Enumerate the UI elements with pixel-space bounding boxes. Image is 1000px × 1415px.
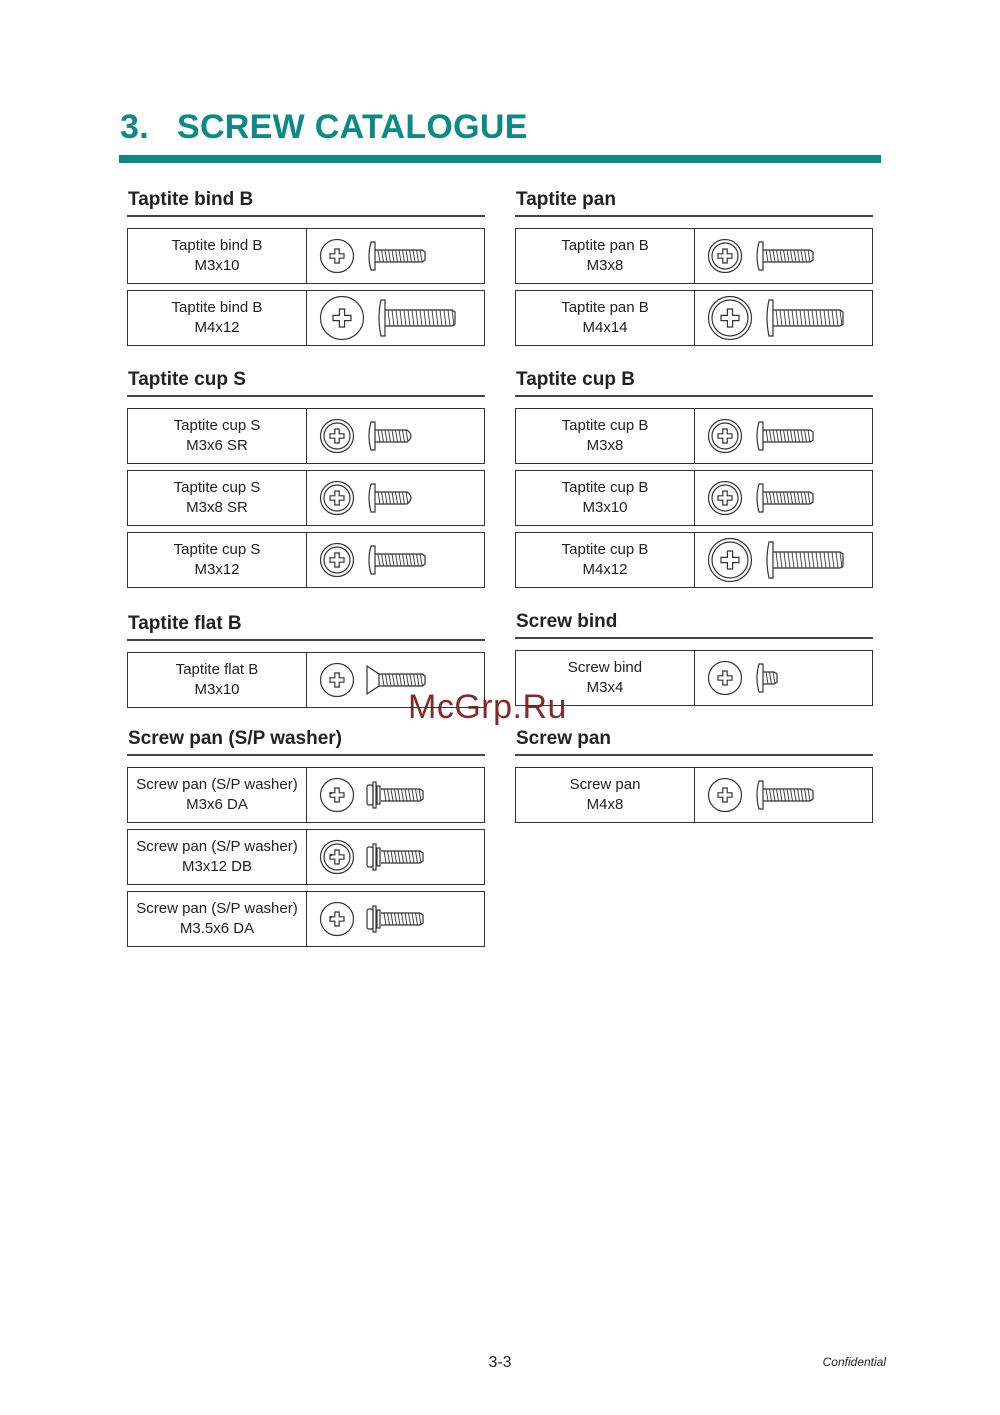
screw-head-icon xyxy=(319,480,355,516)
screw-name: Screw pan (S/P washer) xyxy=(136,900,298,917)
screw-row xyxy=(127,408,485,464)
screw-list xyxy=(515,767,873,823)
screw-drawing xyxy=(307,229,484,283)
screw-head-icon xyxy=(319,901,355,937)
screw-name-cell xyxy=(128,471,307,525)
screw-drawing xyxy=(695,533,872,587)
screw-name: Screw pan (S/P washer) xyxy=(136,776,298,793)
screw-head-icon xyxy=(707,660,743,696)
screw-drawing xyxy=(307,471,484,525)
section-heading: Screw pan (S/P washer) xyxy=(127,728,485,756)
title-text: SCREW CATALOGUE xyxy=(176,108,528,146)
screw-row xyxy=(515,532,873,588)
screw-name-cell xyxy=(516,409,695,463)
screw-drawing xyxy=(307,291,484,345)
screw-list xyxy=(127,408,485,588)
screw-drawing xyxy=(695,229,872,283)
screw-name: Screw bind xyxy=(567,659,643,676)
screw-side-icon xyxy=(753,775,817,815)
screw-name-cell xyxy=(128,830,307,884)
section-heading: Taptite bind B xyxy=(127,189,485,217)
section-taptite-cup-b xyxy=(515,369,873,594)
screw-row xyxy=(127,829,485,885)
screw-head-icon xyxy=(707,295,753,341)
screw-row xyxy=(515,290,873,346)
screw-name-cell xyxy=(516,768,695,822)
screw-name: Taptite pan B xyxy=(561,299,649,316)
screw-name: Taptite bind B xyxy=(171,237,263,254)
screw-name-cell xyxy=(128,533,307,587)
section-number: 3. xyxy=(120,108,149,146)
screw-drawing xyxy=(307,409,484,463)
screw-list xyxy=(127,228,485,346)
watermark: McGrp.Ru xyxy=(408,688,567,726)
screw-side-icon xyxy=(753,478,817,518)
screw-name: Screw pan xyxy=(569,776,641,793)
screw-drawing xyxy=(307,768,484,822)
screw-drawing xyxy=(695,471,872,525)
screw-name-cell xyxy=(516,533,695,587)
screw-drawing xyxy=(695,409,872,463)
screw-row xyxy=(127,767,485,823)
screw-side-icon xyxy=(365,540,429,580)
screw-drawing xyxy=(307,892,484,946)
section-screw-pan xyxy=(515,728,873,829)
screw-size: M3x12 xyxy=(194,561,240,578)
screw-side-icon xyxy=(763,293,847,343)
screw-name-cell xyxy=(516,229,695,283)
screw-name-cell xyxy=(516,291,695,345)
screw-row xyxy=(127,470,485,526)
screw-side-icon xyxy=(365,416,429,456)
screw-name-cell xyxy=(128,409,307,463)
section-heading: Screw bind xyxy=(515,611,873,639)
screw-drawing xyxy=(695,651,872,705)
screw-name-cell xyxy=(128,768,307,822)
screw-name: Taptite cup B xyxy=(561,541,649,558)
screw-size: M3x6 SR xyxy=(186,437,248,454)
screw-head-icon xyxy=(707,777,743,813)
screw-head-icon xyxy=(319,542,355,578)
screw-row xyxy=(515,228,873,284)
screw-row xyxy=(127,532,485,588)
screw-size: M4x12 xyxy=(582,561,628,578)
screw-side-icon xyxy=(365,837,429,877)
confidential-label: Confidential xyxy=(822,1355,886,1369)
section-taptite-cup-s xyxy=(127,369,485,594)
screw-side-icon xyxy=(763,535,847,585)
screw-head-icon xyxy=(319,662,355,698)
section-heading: Screw pan xyxy=(515,728,873,756)
screw-name: Taptite pan B xyxy=(561,237,649,254)
screw-name: Taptite cup S xyxy=(173,479,261,496)
section-taptite-bind-b xyxy=(127,189,485,352)
screw-row xyxy=(515,408,873,464)
screw-name-cell xyxy=(128,291,307,345)
title-rule xyxy=(119,155,881,163)
screw-size: M3x8 xyxy=(586,437,624,454)
section-screw-bind xyxy=(515,611,873,712)
screw-drawing xyxy=(695,291,872,345)
screw-size: M3x10 xyxy=(194,681,240,698)
page-title xyxy=(120,108,528,147)
page-number: 3-3 xyxy=(488,1354,512,1371)
screw-list xyxy=(515,408,873,588)
screw-side-icon xyxy=(753,416,817,456)
screw-name: Taptite flat B xyxy=(175,661,259,678)
screw-size: M3x10 xyxy=(582,499,628,516)
screw-head-icon xyxy=(319,418,355,454)
screw-name: Taptite cup B xyxy=(561,417,649,434)
screw-drawing xyxy=(307,533,484,587)
screw-list xyxy=(127,767,485,947)
screw-name: Taptite cup S xyxy=(173,417,261,434)
section-screw-pan-sp-washer xyxy=(127,728,485,953)
screw-name-cell xyxy=(128,653,307,707)
screw-row xyxy=(127,891,485,947)
screw-head-icon xyxy=(707,418,743,454)
screw-side-icon xyxy=(365,478,429,518)
screw-name: Taptite cup S xyxy=(173,541,261,558)
screw-name: Taptite cup B xyxy=(561,479,649,496)
screw-size: M4x8 xyxy=(586,796,624,813)
screw-size: M3x6 DA xyxy=(186,796,248,813)
section-heading: Taptite cup B xyxy=(515,369,873,397)
section-taptite-pan xyxy=(515,189,873,352)
screw-name-cell xyxy=(128,892,307,946)
screw-name: Taptite bind B xyxy=(171,299,263,316)
screw-head-icon xyxy=(319,839,355,875)
screw-drawing xyxy=(695,768,872,822)
screw-head-icon xyxy=(707,537,753,583)
screw-size: M3x8 SR xyxy=(186,499,248,516)
screw-list xyxy=(515,650,873,706)
screw-name-cell xyxy=(128,229,307,283)
screw-size: M3x8 xyxy=(586,257,624,274)
screw-side-icon xyxy=(753,236,817,276)
screw-row xyxy=(515,767,873,823)
screw-side-icon xyxy=(365,236,429,276)
screw-size: M3.5x6 DA xyxy=(179,920,255,937)
screw-row xyxy=(515,650,873,706)
screw-side-icon xyxy=(365,775,429,815)
screw-size: M3x4 xyxy=(586,679,624,696)
screw-head-icon xyxy=(319,295,365,341)
screw-row xyxy=(127,228,485,284)
screw-size: M3x12 DB xyxy=(181,858,253,875)
screw-row xyxy=(515,470,873,526)
section-heading: Taptite pan xyxy=(515,189,873,217)
screw-head-icon xyxy=(707,480,743,516)
screw-drawing xyxy=(307,830,484,884)
screw-list xyxy=(515,228,873,346)
screw-row xyxy=(127,290,485,346)
screw-side-icon xyxy=(365,899,429,939)
screw-size: M4x14 xyxy=(582,319,628,336)
screw-head-icon xyxy=(707,238,743,274)
screw-size: M4x12 xyxy=(194,319,240,336)
screw-name: Screw pan (S/P washer) xyxy=(136,838,298,855)
screw-side-icon xyxy=(753,658,817,698)
screw-size: M3x10 xyxy=(194,257,240,274)
screw-head-icon xyxy=(319,238,355,274)
section-heading: Taptite flat B xyxy=(127,613,485,641)
section-heading: Taptite cup S xyxy=(127,369,485,397)
screw-head-icon xyxy=(319,777,355,813)
screw-side-icon xyxy=(375,293,459,343)
screw-name-cell xyxy=(516,471,695,525)
